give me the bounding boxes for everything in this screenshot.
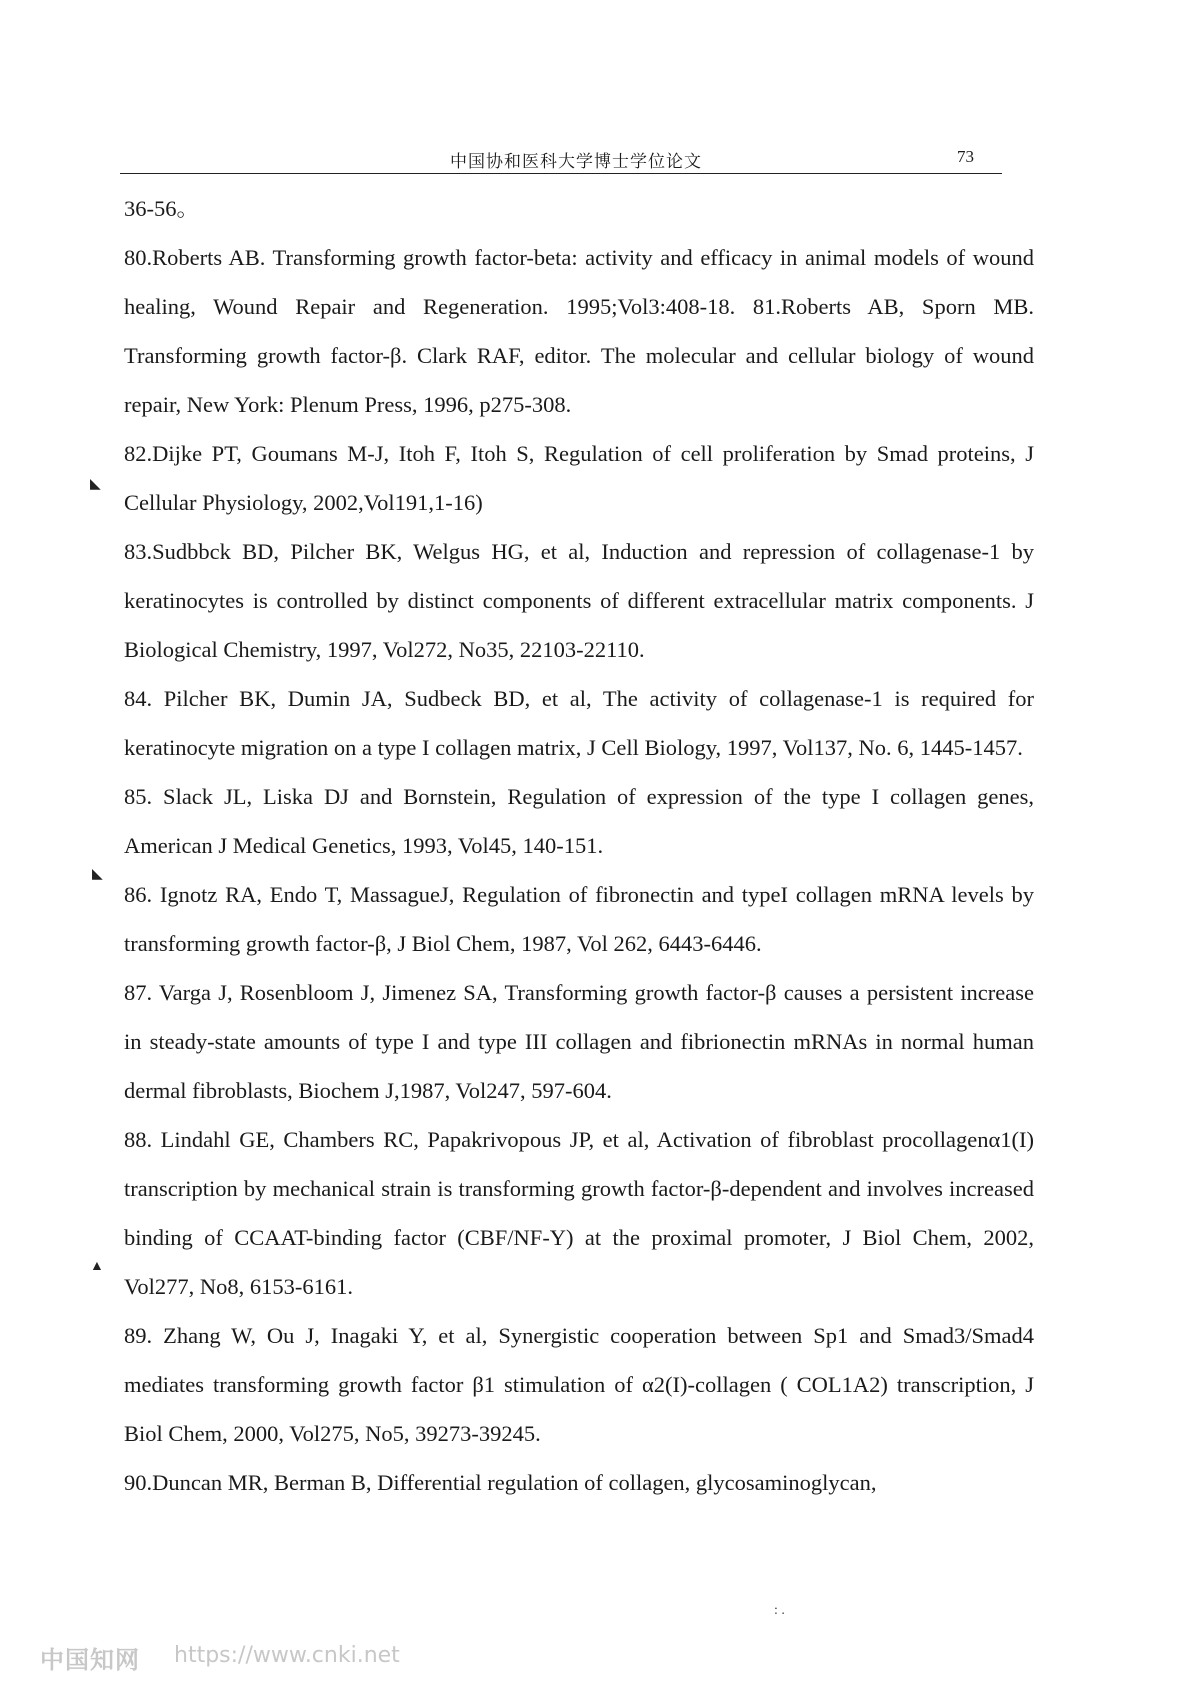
reference-entry: 83.Sudbbck BD, Pilcher BK, Welgus HG, et al, Induction and repression of collagenase-1 by keratinocytes is controlled by distinct components of different extracellular matrix components. J Biological Chemistry, 1997, Vol272, No35, 22103-22110. [124,539,1034,662]
reference-entry: 85. Slack JL, Liska DJ and Bornstein, Regulation of expression of the type I collagen genes, American J Medical Genetics, 1993, Vol45, 140-151. [124,784,1034,858]
scan-mark-icon: ◣ [90,477,101,492]
reference-entry: 87. Varga J, Rosenbloom J, Jimenez SA, Transforming growth factor-β causes a persistent increase in steady-state amounts of type I and type III collagen and fibrionectin mRNAs in normal human dermal fibroblasts, Biochem J,1987, Vol247, 597-604. [124,980,1034,1103]
reference-entry: 89. Zhang W, Ou J, Inagaki Y, et al, Synergistic cooperation between Sp1 and Smad3/Smad4 mediates transforming growth factor β1 stimulation of α2(I)-collagen ( COL1A2) transcription, J Biol Chem, 2000, Vol275, No5, 39273-39245. [124,1323,1034,1446]
scan-dots: : . [774,1603,785,1618]
reference-entry: 88. Lindahl GE, Chambers RC, Papakrivopous JP, et al, Activation of fibroblast procollagenα1(I) transcription by mechanical strain is transforming growth factor-β-dependent and involves increased binding of CCAAT-binding factor (CBF/NF-Y) at the proximal promoter, J Biol Chem, 2002, Vol277, No8, 6153-6161. [124,1127,1034,1299]
scan-mark-icon: ▲ [90,1259,104,1274]
reference-entry: 82.Dijke PT, Goumans M-J, Itoh F, Itoh S, Regulation of cell proliferation by Smad proteins, J Cellular Physiology, 2002,Vol191,1-16) [124,441,1034,515]
reference-entry: 36-56。 [124,196,199,221]
running-header [120,147,1002,174]
reference-entry: 86. Ignotz RA, Endo T, MassagueJ, Regulation of fibronectin and typeI collagen mRNA levels by transforming growth factor-β, J Biol Chem, 1987, Vol 262, 6443-6446. [124,882,1034,956]
reference-list [124,184,1034,1507]
watermark-logo: 中国知网 [40,1646,140,1674]
scan-mark-icon: ◣ [92,867,103,882]
reference-entry: 80.Roberts AB. Transforming growth factor-beta: activity and efficacy in animal models of wound healing, Wound Repair and Regeneration. 1995;Vol3:408-18. 81.Roberts AB, Sporn MB. Transforming growth factor-β. Clark RAF, editor. The molecular and cellular biology of wound repair, New York: Plenum Press, 1996, p275-308. [124,245,1034,417]
reference-entry: 90.Duncan MR, Berman B, Differential regulation of collagen, glycosaminoglycan, [124,1470,877,1495]
watermark-url: https://www.cnki.net [174,1643,400,1668]
page-number: 73 [957,147,974,166]
header-title: 中国协和医科大学博士学位论文 [450,152,702,172]
reference-entry: 84. Pilcher BK, Dumin JA, Sudbeck BD, et al, The activity of collagenase-1 is required for keratinocyte migration on a type I collagen matrix, J Cell Biology, 1997, Vol137, No. 6, 1445-1457. [124,686,1034,760]
